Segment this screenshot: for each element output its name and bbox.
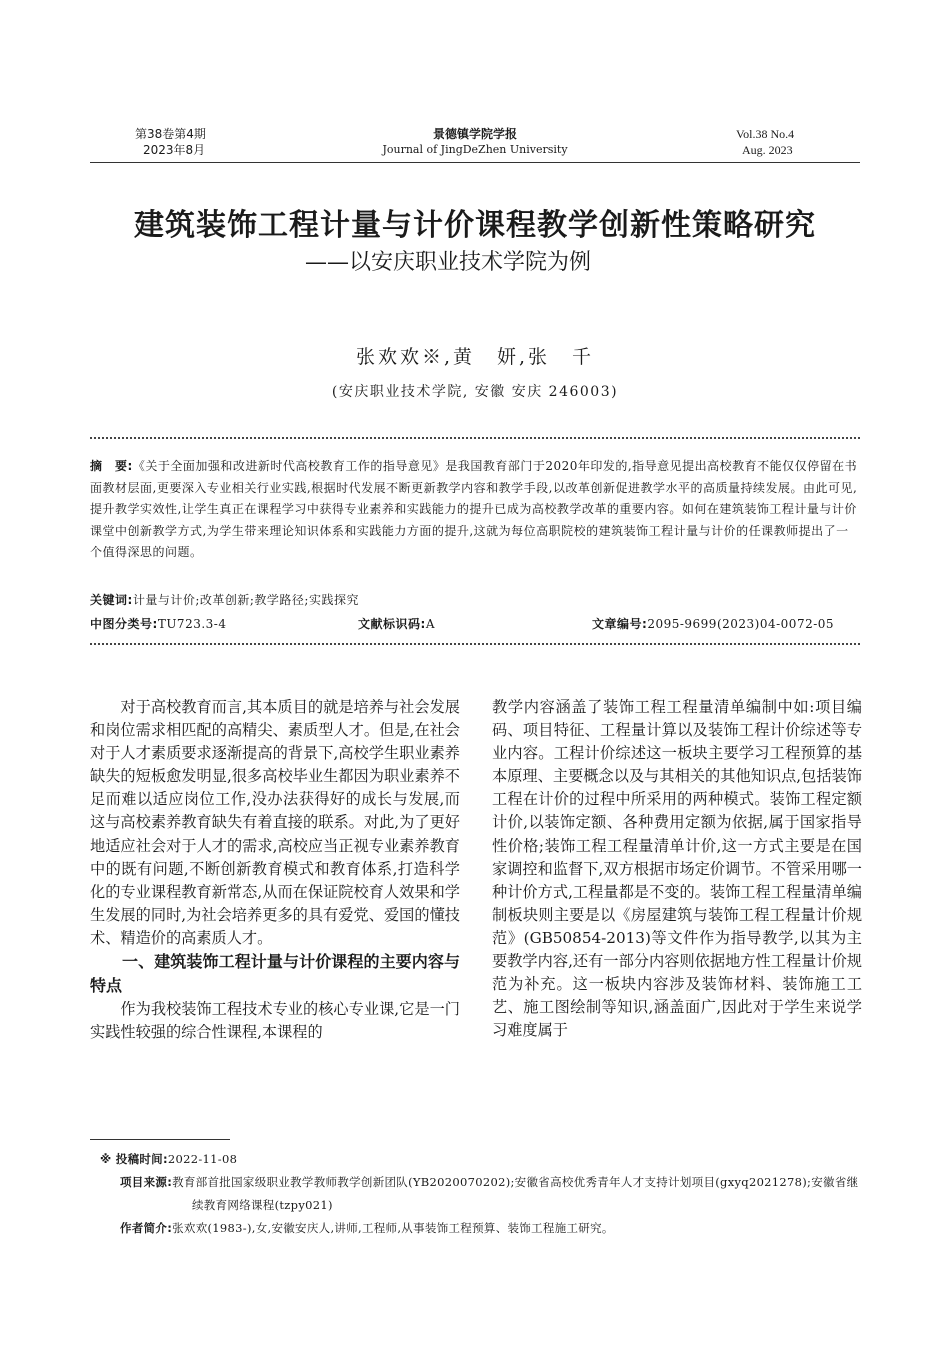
abstract-top-divider (90, 437, 860, 443)
received-label: ※ 投稿时间: (100, 1152, 168, 1166)
journal-name-cn: 景德镇学院学报 (432, 127, 517, 141)
footnote (100, 1148, 860, 1240)
section1-paragraph: 作为我校装饰工程技术专业的核心专业课,它是一门实践性较强的综合性课程,本课程的 (90, 1000, 460, 1042)
abstract-label: 摘 要: (90, 459, 133, 473)
article-number-label: 文章编号: (592, 617, 648, 631)
paper-title: 建筑装饰工程计量与计价课程教学创新性策略研究 (134, 208, 816, 243)
clc-value: TU723.3-4 (157, 617, 227, 631)
funding-value: 教育部首批国家级职业教学教师教学创新团队(YB2020070202);安徽省高校优秀青年人才支持计划项目(gxyq2021278);安徽省继续教育网络课程(tzpy021) (172, 1175, 859, 1212)
keywords (90, 591, 359, 608)
body-left-column (90, 696, 460, 1044)
author-bio (100, 1217, 860, 1240)
publication-date-en: Aug. 2023 (742, 143, 793, 157)
paper-subtitle: ——以安庆职业技术学院为例 (305, 250, 592, 275)
article-number (592, 615, 834, 632)
document-code-label: 文献标识码: (358, 617, 426, 631)
clc-label: 中图分类号: (90, 617, 158, 631)
affiliation: (安庆职业技术学院, 安徽 安庆 246003) (331, 384, 619, 400)
abstract (90, 456, 860, 564)
document-code-value: A (425, 617, 435, 631)
journal-name (0, 126, 950, 158)
volume-issue-en: Vol.38 No.4 (736, 127, 795, 141)
author-bio-value: 张欢欢(1983-),女,安徽安庆人,讲师,工程师,从事装饰工程预算、装饰工程施工研究。 (172, 1221, 614, 1235)
abstract-bottom-divider (90, 643, 860, 649)
section1-continued-paragraph: 教学内容涵盖了装饰工程工程量清单编制中如:项目编码、项目特征、工程量计算以及装饰工程计价综述等专业内容。工程计价综述这一板块主要学习工程预算的基本原理、主要概念以及与其相关的其他知识点,包括装饰工程在计价的过程中所采用的两种模式。装饰工程定额计价,以装饰定额、各种费用定额为依据,属于国家指导性价格;装饰工程工程量清单计价,这一方式主要是在国家调控和监督下,双方根据市场定价调节。不管采用哪一种计价方式,工程量都是不变的。装饰工程工程量清单编制板块则主要是以《房屋建筑与装饰工程工程量计价规范》(GB50854-2013)等文件作为指导教学,以其为主要教学内容,还有一部分内容则依据地方性工程量计价规范为补充。这一板块内容涉及装饰材料、装饰施工工艺、施工图绘制等知识,涵盖面广,因此对于学生来说学习难度属于 (492, 698, 862, 1040)
issue-info-en (736, 126, 794, 158)
body-right-column (492, 696, 862, 1042)
keywords-label: 关键词: (90, 593, 133, 607)
abstract-text: 《关于全面加强和改进新时代高校教育工作的指导意见》是我国教育部门于2020年印发的,指导意见提出高校教育不能仅仅停留在书面教材层面,更要深入专业相关行业实践,根据时代发展不断更新教学内容和教学手段,以改革创新促进教学水平的高质量持续发展。由此可见,提升教学实效性,让学生真正在课程学习中获得专业素养和实践能力的提升已成为高校教学改革的重要内容。如何在建筑装饰工程计量与计价课堂中创新教学方式,为学生带来理论知识体系和实践能力方面的提升,这就为每位高职院校的建筑装饰工程计量与计价的任课教师提出了一个值得深思的问题。 (90, 459, 858, 559)
footnote-rule (90, 1139, 230, 1140)
header-rule (90, 162, 860, 163)
clc-number (90, 615, 226, 632)
author-list: 张欢欢※,黄 妍,张 千 (355, 346, 595, 368)
intro-paragraph: 对于高校教育而言,其本质目的就是培养与社会发展和岗位需求相匹配的高精尖、素质型人才。但是,在社会对于人才素质要求逐渐提高的背景下,高校学生职业素养缺失的短板愈发明显,很多高校毕业生都因为职业素养不足而难以适应岗位工作,没办法获得好的成长与发展,而这与高校素养教育缺失有着直接的联系。对此,为了更好地适应社会对于人才的需求,高校应当正视专业素养教育中的既有问题,不断创新教育模式和教育体系,打造科学化的专业课程教育新常态,从而在保证院校育人效果和学生发展的同时,为社会培养更多的具有爱党、爱国的懂技术、精造价的高素质人才。 (90, 698, 460, 947)
volume-issue: 第38卷第4期 (135, 127, 206, 141)
document-code (358, 615, 435, 632)
section-heading: 一、建筑装饰工程计量与计价课程的主要内容与特点 (90, 952, 460, 996)
article-number-value: 2095-9699(2023)04-0072-05 (647, 617, 835, 631)
keywords-text: 计量与计价;改革创新;教学路径;实践探究 (132, 593, 359, 607)
funding-source (100, 1171, 860, 1217)
author-bio-label: 作者简介: (120, 1221, 173, 1235)
received-date (100, 1148, 860, 1171)
received-value: 2022-11-08 (167, 1152, 238, 1166)
publication-date: 2023年8月 (143, 143, 206, 157)
journal-name-en: Journal of JingDeZhen University (382, 143, 568, 156)
funding-label: 项目来源: (120, 1175, 173, 1189)
